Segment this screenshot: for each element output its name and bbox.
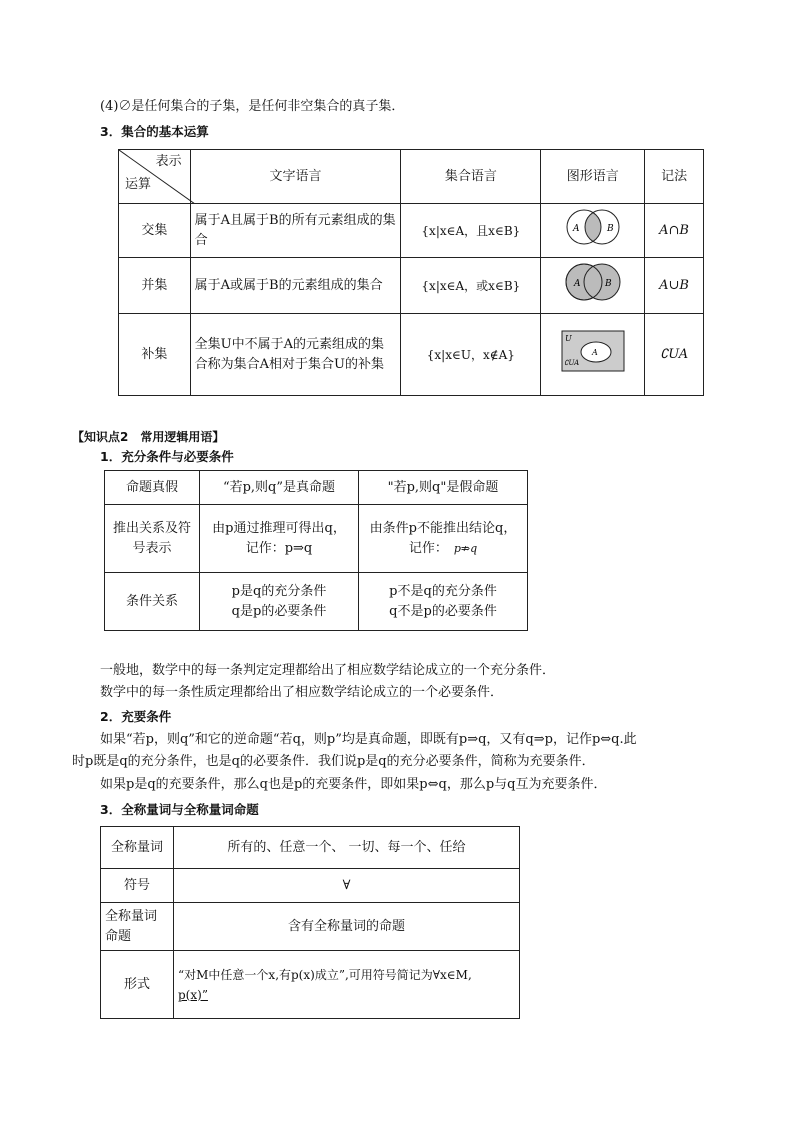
row-intersection-notation: A∩B	[645, 204, 704, 258]
row-union-setlang: {x|x∈A，或x∈B}	[401, 258, 541, 314]
row-union-name: 并集	[119, 258, 191, 314]
knowledge-point-2-title: 【知识点2 常用逻辑用语】	[72, 430, 225, 444]
quant-r4-val-a: “对M中任意一个x,有p(x)成立”,可用符号简记为∀x∈M,	[178, 967, 472, 982]
cond-row1-c1b: 记作：p⇒q	[245, 540, 313, 556]
quant-r2-label: 符号	[101, 869, 174, 903]
row-complement-notation: ∁UA	[645, 314, 704, 396]
quant-r2-val: ∀	[174, 869, 520, 903]
para-iff-line2: 时p既是q的充分条件，也是q的必要条件．我们说p是q的充分必要条件，简称为充要条件．	[72, 754, 595, 769]
corner-top: 表示	[155, 154, 182, 169]
quant-r4-val	[174, 951, 520, 1019]
cond-row1-cell1	[200, 505, 359, 573]
sub3-title: 3．全称量词与全称量词命题	[100, 802, 259, 817]
cond-row2-c2a: p不是q的充分条件	[389, 583, 497, 599]
intro-line: (4)∅是任何集合的子集，是任何非空集合的真子集．	[100, 99, 405, 114]
row-complement-setlang: {x|x∈U，x∉A}	[401, 314, 541, 396]
venn-intersection-diagram	[560, 208, 626, 246]
venn-label-a: A	[572, 224, 580, 234]
quant-r3-val: 含有全称量词的命题	[174, 903, 520, 951]
header-graph-lang: 图形语言	[541, 150, 645, 204]
venn-label-complement: ∁UA	[563, 359, 579, 367]
row-union-notation: A∪B	[645, 258, 704, 314]
row-intersection-setlang: {x|x∈A，且x∈B}	[401, 204, 541, 258]
cond-row1-c2b: 记作：	[408, 540, 448, 556]
quant-r1-label: 全称量词	[101, 827, 174, 869]
row-complement-text: 全集U中不属于A的元素组成的集合称为集合A相对于集合U的补集	[190, 314, 401, 396]
cond-header-1: “若p,则q”是真命题	[200, 471, 359, 505]
cond-row2-c1a: p是q的充分条件	[231, 583, 327, 599]
cond-row1-label: 推出关系及符号表示	[105, 505, 200, 573]
quantifier-table	[100, 826, 520, 1019]
cond-header-0: 命题真假	[105, 471, 200, 505]
cond-row2-c1b: q是p的必要条件	[231, 603, 327, 619]
cond-row1-c2a: 由条件p不能推出结论q，	[369, 520, 517, 536]
cond-row2-label: 条件关系	[105, 573, 200, 631]
para-iff-mutual: 如果p是q的充要条件，那么q也是p的充要条件，即如果p⇔q，那么p与q互为充要条件．	[100, 777, 607, 792]
cond-row1-cell2	[359, 505, 528, 573]
header-text-lang: 文字语言	[190, 150, 401, 204]
quant-r3-label: 全称量词命题	[101, 903, 174, 951]
cond-header-2: "若p,则q"是假命题	[359, 471, 528, 505]
cond-row1-c1a: 由p通过推理可得出q，	[212, 520, 346, 536]
para-sufficient: 一般地，数学中的每一条判定定理都给出了相应数学结论成立的一个充分条件．	[100, 663, 556, 678]
row-intersection-text: 属于A且属于B的所有元素组成的集合	[190, 204, 401, 258]
venn-complement-diagram	[560, 329, 626, 373]
cond-row1-c2c: p⇏q	[453, 541, 478, 555]
row-intersection-name: 交集	[119, 204, 191, 258]
row-union-text: 属于A或属于B的元素组成的集合	[190, 258, 401, 314]
set-operations-table	[118, 149, 704, 396]
condition-table	[104, 470, 528, 631]
sub1-title: 1．充分条件与必要条件	[100, 449, 234, 464]
quant-r1-val: 所有的、任意一个、 一切、每一个、任给	[174, 827, 520, 869]
venn-intersection-cell	[541, 204, 645, 258]
row-complement-name: 补集	[119, 314, 191, 396]
header-notation: 记法	[645, 150, 704, 204]
corner-bottom: 运算	[125, 177, 152, 192]
header-set-lang: 集合语言	[401, 150, 541, 204]
venn-union-diagram	[560, 262, 626, 302]
venn-label-a: A	[573, 279, 581, 289]
venn-label-a: A	[591, 348, 598, 357]
venn-label-u: U	[564, 334, 572, 343]
venn-label-b: B	[606, 224, 614, 234]
para-necessary: 数学中的每一条性质定理都给出了相应数学结论成立的一个必要条件．	[100, 685, 504, 700]
cond-row2-c2b: q不是p的必要条件	[389, 603, 497, 619]
para-iff-line1: 如果“若p，则q”和它的逆命题“若q，则p”均是真命题，即既有p⇒q，又有q⇒p，记作p⇔q.此	[100, 732, 637, 747]
cond-row2-cell2	[359, 573, 528, 631]
venn-complement-cell	[541, 314, 645, 396]
corner-header-cell	[119, 150, 191, 204]
quant-r4-label: 形式	[101, 951, 174, 1019]
venn-union-cell	[541, 258, 645, 314]
cond-row2-cell1	[200, 573, 359, 631]
sub2-title: 2．充要条件	[100, 709, 172, 724]
venn-label-b: B	[604, 279, 612, 289]
section3-title: 3．集合的基本运算	[100, 124, 209, 139]
quant-r4-val-b: p(x)”	[178, 987, 208, 1002]
